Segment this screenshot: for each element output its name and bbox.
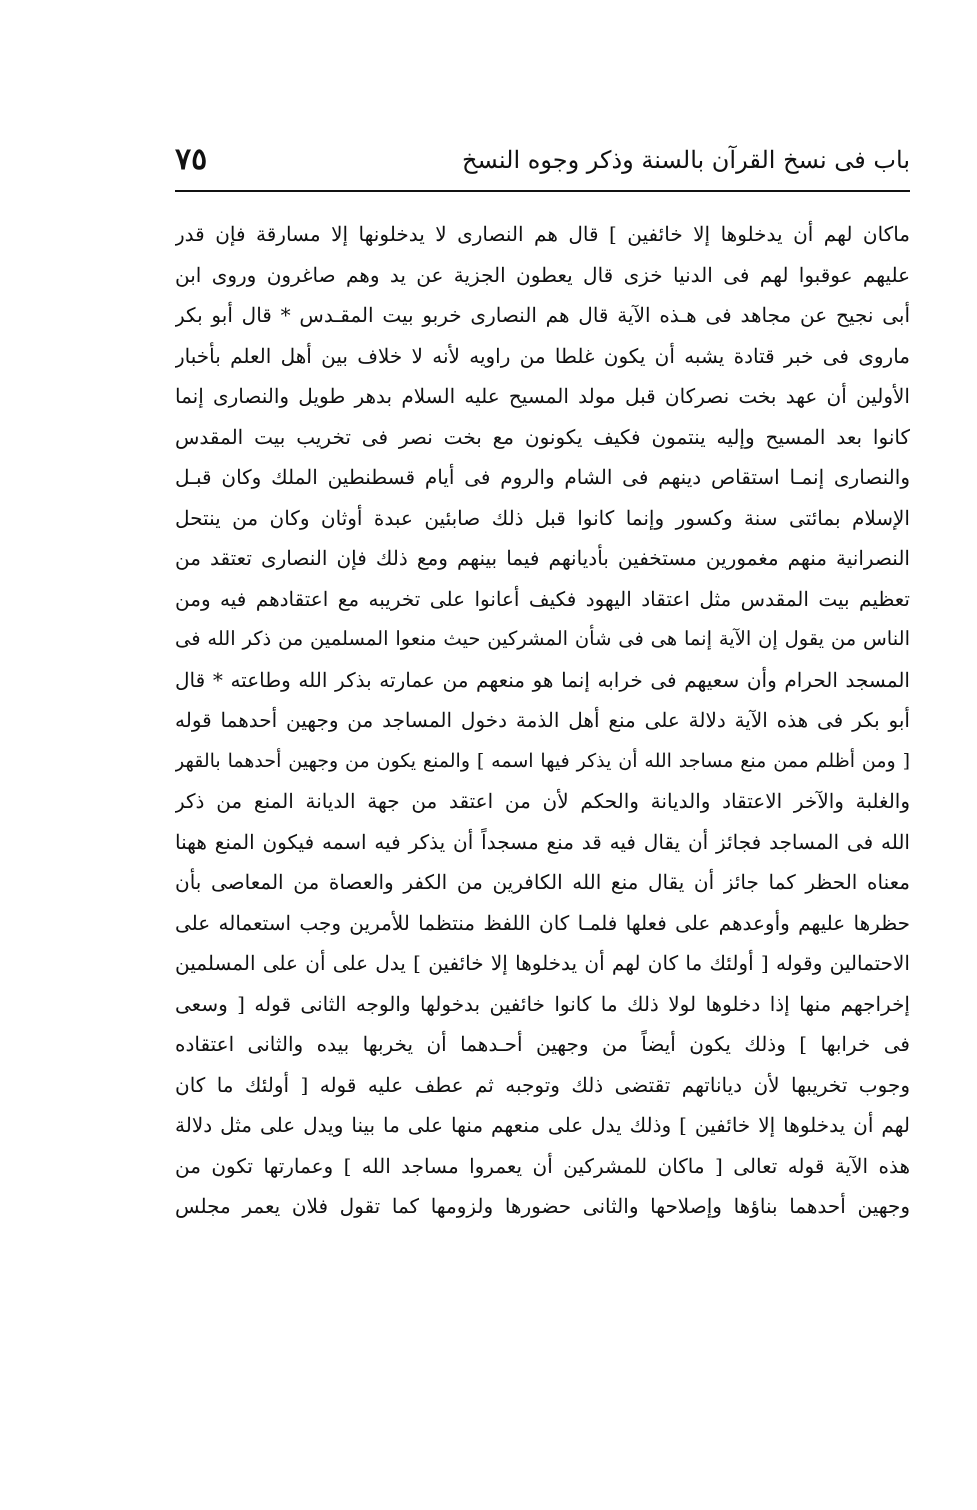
page-number: ٧٥ xyxy=(175,142,208,177)
text-line: الاحتمالين وقوله [ أولئك ما كان لهم أن يدخلوها إلا خائفين ] يدل على أن على المسلمين xyxy=(175,951,910,975)
text-line: تعظيم بيت المقدس مثل اعتقاد اليهود فكيف أعانوا على تخريبه مع اعتقادهم فيه ومن xyxy=(175,586,910,611)
text-line: معناه الحظر كما جائز أن يقال منع الله الكافرين من الكفر والعصاة من المعاصى بأن xyxy=(175,870,910,894)
text-line: فى خرابها ] وذلك يكون أيضاً من وجهين أحـدهما أن يخربها بيده والثانى اعتقاده xyxy=(175,1032,910,1056)
text-line: الإسلام بمائتى سنة وكسور وإنما كانوا قبل ذلك صابئين عبدة أوثان وكان من ينتحل xyxy=(175,505,910,530)
text-line: والغلبة والآخر الاعتقاد والديانة والحكم لأن من اعتقد من جهة الديانة المنع من ذكر xyxy=(175,789,910,813)
text-line: أبو بكر فى هذه الآية دلالة على منع أهل الذمة دخول المساجد من وجهين أحدهما قوله xyxy=(175,708,910,732)
header-rule xyxy=(175,190,910,192)
text-line: وجهين أحدهما بناؤها وإصلاحها والثانى حضورها ولزومها كما تقول فلان يعمر مجلس xyxy=(175,1194,910,1218)
text-line: لهم أن يدخلوها إلا خائفين ] وذلك يدل على منعهم منها على ما بينا ويدل على مثل دلالة xyxy=(175,1113,910,1137)
page-header xyxy=(175,142,910,182)
text-line: ماروى فى خبر قتادة يشبه أن يكون غلطا من راويه لأنه لا خلاف بين أهل العلم بأخبار xyxy=(175,343,910,368)
text-line: النصرانية منهم مغمورين مستخفين بأديانهم فيما بينهم ومع ذلك فإن النصارى تعتقد من xyxy=(175,546,910,570)
text-line: والنصارى إنمـا استقاص دينهم فى الشام والروم فى أيام قسطنطين الملك وكان قبـل xyxy=(175,465,910,489)
body-text xyxy=(175,214,910,1227)
text-line: حظرها عليهم وأوعدهم على فعلها فلمـا كان اللفظ منتظما للأمرين وجب استعماله على xyxy=(175,910,910,935)
text-line: المسجد الحرام وأن سعيهم فى خرابه إنما هو منعهم من عمارته بذكر الله وطاعته * قال xyxy=(175,667,910,692)
text-line: إخراجهم منها إذا دخلوها لولا ذلك ما كانوا خائفين بدخولها والوجه الثانى قوله [ وسعى xyxy=(175,991,910,1016)
text-line: أبى نجيح عن مجاهد فى هـذه الآية قال هم النصارى خربو بيت المقـدس * قال أبو بكر xyxy=(175,303,910,327)
text-line: الله فى المساجد فجائز أن يقال فيه قد منع مسجداً أن يذكر فيه اسمه فيكون المنع ههنا xyxy=(175,829,910,854)
text-line: عليهم عوقبوا لهم فى الدنيا خزى قال يعطون الجزية عن يد وهم صاغرون وروى ابن xyxy=(175,262,910,287)
running-title: باب فى نسخ القرآن بالسنة وذكر وجوه النسخ xyxy=(462,146,910,174)
text-line: الناس من يقول إن الآية إنما هى فى شأن المشركين حيث منعوا المسلمين من ذكر الله فى xyxy=(175,627,910,650)
text-line: الأولين أن عهد بخت نصركان قبل مولد المسيح عليه السلام بدهر طويل والنصارى إنما xyxy=(175,384,910,408)
text-line: هذه الآية قوله تعالى [ ماكان للمشركين أن يعمروا مساجد الله ] وعمارتها تكون من xyxy=(175,1153,910,1178)
text-line: كانوا بعد المسيح وإليه ينتمون فكيف يكونون مع بخت نصر فى تخريب بيت المقدس xyxy=(175,424,910,449)
text-line: وجوب تخريبها لأن دياناتهم تقتضى ذلك وتوجبه ثم عطف عليه قوله [ أولئك ما كان xyxy=(175,1072,910,1097)
text-line: [ ومن أظلم ممن منع مساجد الله أن يذكر فيها اسمه ] والمنع يكون من وجهين أحدهما بالقهر xyxy=(175,749,910,772)
text-line: ماكان لهم أن يدخلوها إلا خائفين ] قال هم النصارى لا يدخلونها إلا مسارقة فإن قدر xyxy=(175,222,910,246)
